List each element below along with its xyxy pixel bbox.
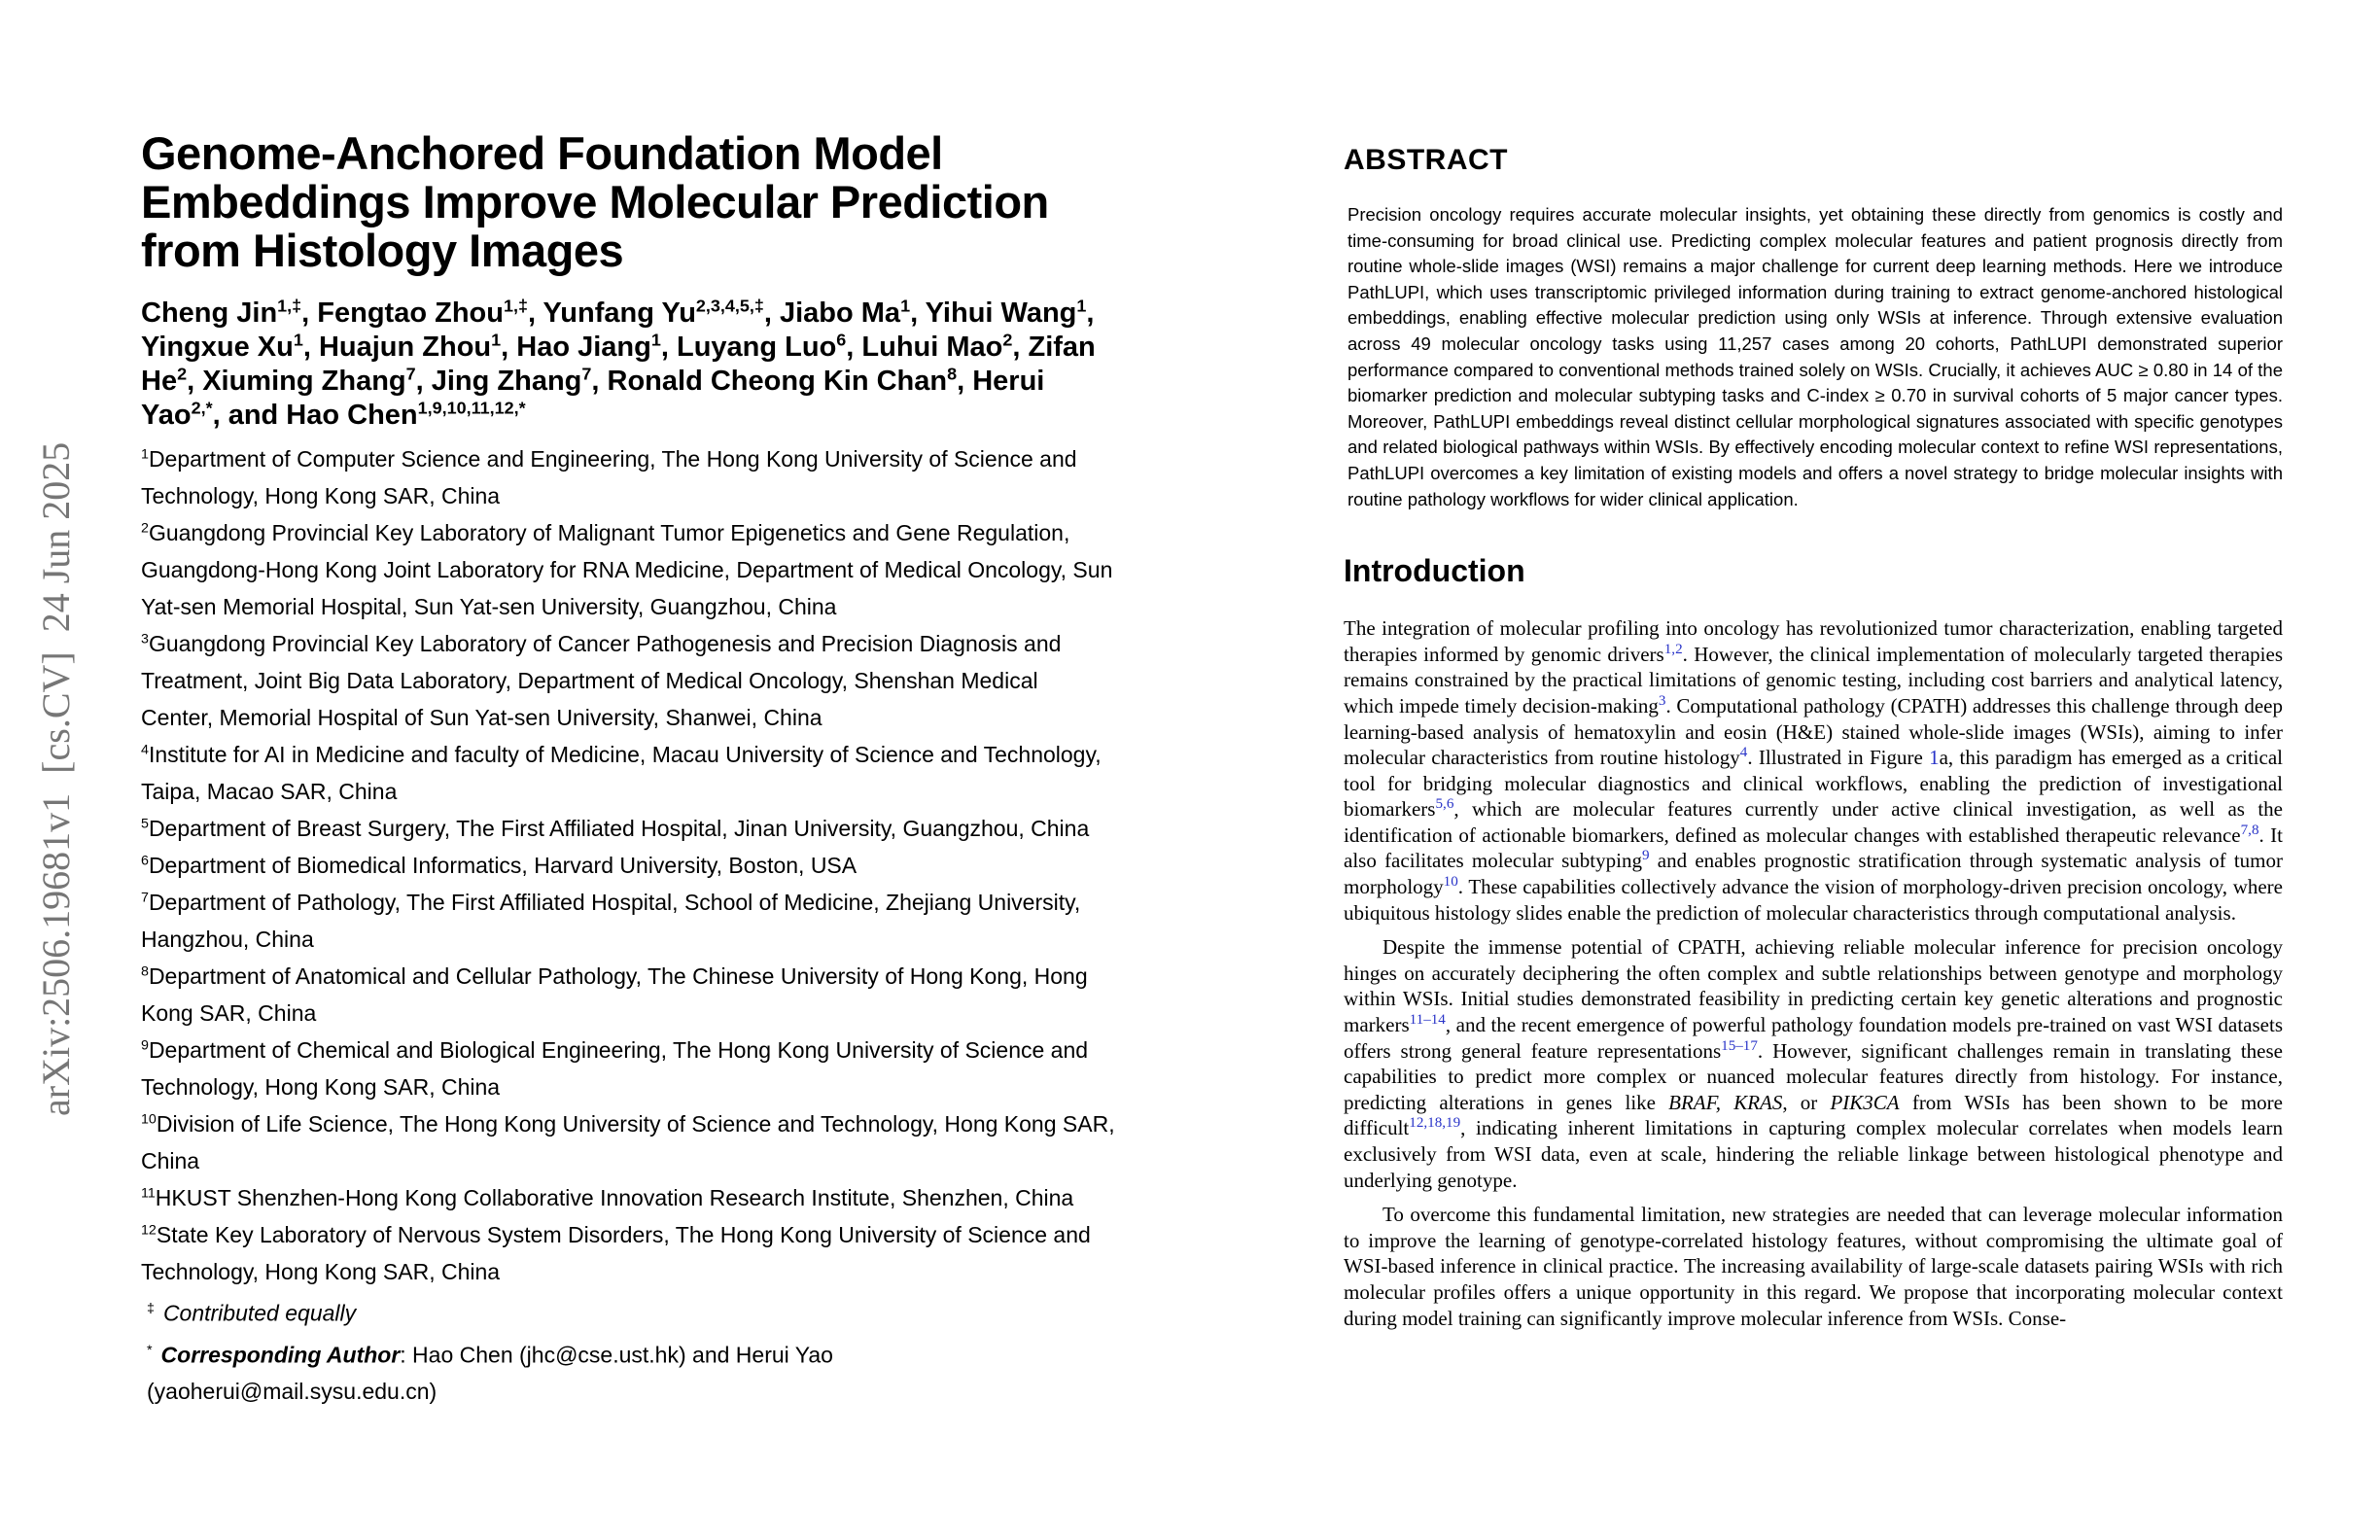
citation-link[interactable]: 7,8 bbox=[2240, 822, 2259, 838]
superscript-marker: 1 bbox=[491, 330, 502, 350]
superscript-marker: 1 bbox=[1076, 296, 1087, 316]
footnote-symbol: * bbox=[147, 1342, 153, 1358]
figure-link[interactable]: 1 bbox=[1929, 746, 1940, 770]
author-list: Cheng Jin$^{1,\ddagger}$, Fengtao Zhou$^{1,\ddagger}$, Yunfang $Yu^{2,3,4,5,\ddagger}$, Jiabo Ma$^1$, Yihui Wang$^1$, Yingxue Xu$^1$, Huajun Zhou$^1$, Hao Jiang$^1$, Luyang Luo$^6$, Luhui Mao$^2$, Zifan He$^2$, Xiuming Zhang$^7$, Jing Zhang$^7$, Ronald Cheong Kin Chan$^8$, Herui Yao$^{2,*}$, and Hao Chen$^{1,9,10,11,12,*}$ bbox=[141, 296, 1096, 431]
affiliation-item: $^6$Department of Biomedical Informatics, Harvard University, Boston, USA bbox=[141, 853, 858, 878]
citation-link[interactable]: 10 bbox=[1443, 874, 1458, 891]
affiliation-item: $^2$Guangdong Provincial Key Laboratory of Malignant Tumor Epigenetics and Gene Regulation, Guangdong-Hong Kong Joint Laboratory for RNA Medicine, Department of Medical Oncology, Sun Yat-sen Memorial Hospital, Sun Yat-sen University, Guangzhou, China bbox=[141, 520, 1113, 619]
affiliation-item: $^4$Institute for AI in Medicine and faculty of Medicine, Macau University of Science and Technology, Taipa, Macao SAR, China bbox=[141, 742, 1102, 804]
paper-title bbox=[141, 129, 1115, 275]
superscript-marker: 7 bbox=[581, 364, 592, 384]
superscript-marker: 2 bbox=[1002, 330, 1013, 350]
footnotes bbox=[141, 1290, 1115, 1410]
affiliation-item: $^1$Department of Computer Science and Engineering, The Hong Kong University of Science and Technology, Hong Kong SAR, China bbox=[141, 446, 1077, 508]
intro-paragraph-2: Despite the immense potential of CPATH, achieving reliable molecular inference for precision oncology hinges on accurately deciphering the often complex and subtle relationships between genotype and morphology within WSIs. Initial studies demonstrated feasibility in predicting certain key genetic alterations and prognostic markers$^{11-14}$, and the recent emergence of powerful pathology foundation models pre-trained on vast WSI datasets offers strong general feature representations$^{15-17}$. However, significant challenges remain in translating these capabilities to predict more complex or nuanced molecular features directly from histology. For instance, predicting alterations in genes like BRAF, KRAS, or PIK3CA from WSIs has been shown to be more difficult$^{12,18,19}$, indicating inherent limitations in capturing complex molecular correlates when models learn exclusively from WSI data, even at scale, hindering the reliable linkage between histological phenotype and underlying genotype. bbox=[1344, 935, 2283, 1192]
citation-link[interactable]: 15–17 bbox=[1721, 1037, 1758, 1054]
arxiv-stamp: arXiv:2506.19681v1 [cs.CV] 24 Jun 2025 bbox=[34, 441, 78, 1116]
affiliation-item: $^7$Department of Pathology, The First Affiliated Hospital, School of Medicine, Zhejiang University, Hangzhou, China bbox=[141, 890, 1081, 952]
affiliation-item: $^9$Department of Chemical and Biological Engineering, The Hong Kong University of Science and Technology, Hong Kong SAR, China bbox=[141, 1037, 1089, 1100]
affiliation-item: $^{10}$Division of Life Science, The Hong Kong University of Science and Technology, Hong Kong SAR, China bbox=[141, 1111, 1115, 1173]
superscript-marker: 2,3,4,5,‡ bbox=[695, 296, 764, 316]
citation-link[interactable]: 3 bbox=[1658, 692, 1666, 709]
footnote-symbol: ‡ bbox=[147, 1301, 155, 1316]
superscript-marker: 8 bbox=[947, 364, 958, 384]
left-column bbox=[141, 129, 1115, 1410]
abstract-text: Precision oncology requires accurate molecular insights, yet obtaining these directly from genomics is costly and time-consuming for broad clinical use. Predicting complex molecular features and patient prognosis directly from routine whole-slide images (WSI) remains a major challenge for current deep learning methods. Here we introduce PathLUPI, which uses transcriptomic privileged information during training to extract genome-anchored histological embeddings, enabling effective molecular prediction using only WSIs at inference. Through extensive evaluation across 49 molecular oncology tasks using 11,257 cases among 20 cohorts, PathLUPI demonstrated superior performance compared to conventional methods trained solely on WSIs. Crucially, it achieves AUC ≥ 0.80 in 14 of the biomarker prediction and molecular subtyping tasks and C-index ≥ 0.70 in survival cohorts of 5 major cancer types. Moreover, PathLUPI embeddings reveal distinct cellular morphological signatures associated with specific genotypes and related biological pathways within WSIs. By effectively encoding molecular context to refine WSI representations, PathLUPI overcomes a key limitation of existing models and offers a novel strategy to bridge molecular insights with routine pathology workflows for wider clinical application. bbox=[1348, 204, 2283, 509]
affiliation-item: $^{11}$HKUST Shenzhen-Hong Kong Collaborative Innovation Research Institute, Shenzhen, China bbox=[141, 1185, 1074, 1210]
footnote-item: * Corresponding Author: Hao Chen (jhc@cse.ust.hk) and Herui Yao (yaoherui@mail.sysu.edu.cn) bbox=[147, 1342, 833, 1405]
superscript-marker: 1,‡ bbox=[503, 296, 528, 316]
citation-link[interactable]: 11–14 bbox=[1409, 1012, 1446, 1029]
affiliation-item: $^5$Department of Breast Surgery, The First Affiliated Hospital, Jinan University, Guangzhou, China bbox=[141, 816, 1090, 841]
intro-paragraph-3: To overcome this fundamental limitation, new strategies are needed that can leverage molecular information to improve the learning of genotype-correlated histology features, without compromising the ultimate goal of WSI-based inference in clinical practice. The increasing availability of large-scale datasets pairing WSIs with rich molecular profiles offers a unique opportunity in this regard. We propose that incorporating molecular context during model training can significantly improve molecular inference from WSIs. Conse- bbox=[1344, 1203, 2283, 1330]
right-column bbox=[1344, 144, 2283, 1331]
abstract-heading: ABSTRACT bbox=[1344, 144, 1508, 176]
title-line-1: Genome-Anchored Foundation Model bbox=[141, 127, 943, 179]
superscript-marker: 7 bbox=[405, 364, 416, 384]
superscript-marker: 6 bbox=[836, 330, 847, 350]
affiliation-list bbox=[141, 440, 1115, 1290]
superscript-marker: 1,‡ bbox=[277, 296, 302, 316]
superscript-marker: 2,* bbox=[191, 398, 213, 418]
superscript-marker: 1 bbox=[900, 296, 911, 316]
affiliation-item: $^8$Department of Anatomical and Cellular Pathology, The Chinese University of Hong Kong, Hong Kong SAR, China bbox=[141, 963, 1088, 1026]
intro-paragraph-1: The integration of molecular profiling into oncology has revolutionized tumor characterization, enabling targeted therapies informed by genomic drivers$^{1,2}$. However, the clinical implementation of molecularly targeted therapies remains constrained by the practical limitations of genomic testing, including cost barriers and analytical latency, which impede timely decision-making$^3$. Computational pathology (CPATH) addresses this challenge through deep learning-based analysis of hematoxylin and eosin (H&E) stained whole-slide images (WSIs), aiming to infer molecular characteristics from routine histology$^4$. Illustrated in Figure 1a, this paradigm has emerged as a critical tool for bridging molecular diagnostics and clinical workflows, enabling the prediction of investigational biomarkers$^{5,6}$, which are molecular features currently under active clinical investigation, as well as the identification of actionable biomarkers, defined as molecular changes with established therapeutic relevance$^{7,8}$. It also facilitates molecular subtyping$^9$ and enables prognostic stratification through systematic analysis of tumor morphology$^{10}$. These capabilities collectively advance the vision of morphology-driven precision oncology, where ubiquitous histology slides enable the prediction of molecular characteristics through computational analysis. bbox=[1344, 616, 2284, 925]
superscript-marker: 1 bbox=[650, 330, 661, 350]
footnote-item: ‡ Contributed equally bbox=[147, 1300, 357, 1326]
superscript-marker: 1,9,10,11,12,* bbox=[417, 398, 526, 418]
affiliation-item: $^3$Guangdong Provincial Key Laboratory of Cancer Pathogenesis and Precision Diagnosis and Treatment, Joint Big Data Laboratory, Department of Medical Oncology, Shenshan Medical Center, Memorial Hospital of Sun Yat-sen University, Shanwei, China bbox=[141, 631, 1062, 730]
superscript-marker: 1 bbox=[293, 330, 303, 350]
title-line-3: from Histology Images bbox=[141, 225, 624, 276]
citation-link[interactable]: 12,18,19 bbox=[1409, 1115, 1461, 1132]
affiliation-item: $^{12}$State Key Laboratory of Nervous System Disorders, The Hong Kong University of Science and Technology, Hong Kong SAR, China bbox=[141, 1222, 1091, 1284]
citation-link[interactable]: 1,2 bbox=[1663, 641, 1683, 657]
citation-link[interactable]: 9 bbox=[1641, 848, 1650, 864]
citation-link[interactable]: 4 bbox=[1739, 745, 1748, 761]
introduction-body bbox=[1344, 615, 2283, 1331]
citation-link[interactable]: 5,6 bbox=[1435, 796, 1454, 813]
superscript-marker: 2 bbox=[177, 364, 188, 384]
title-line-2: Embeddings Improve Molecular Prediction bbox=[141, 176, 1049, 228]
introduction-heading: Introduction bbox=[1344, 553, 1525, 589]
